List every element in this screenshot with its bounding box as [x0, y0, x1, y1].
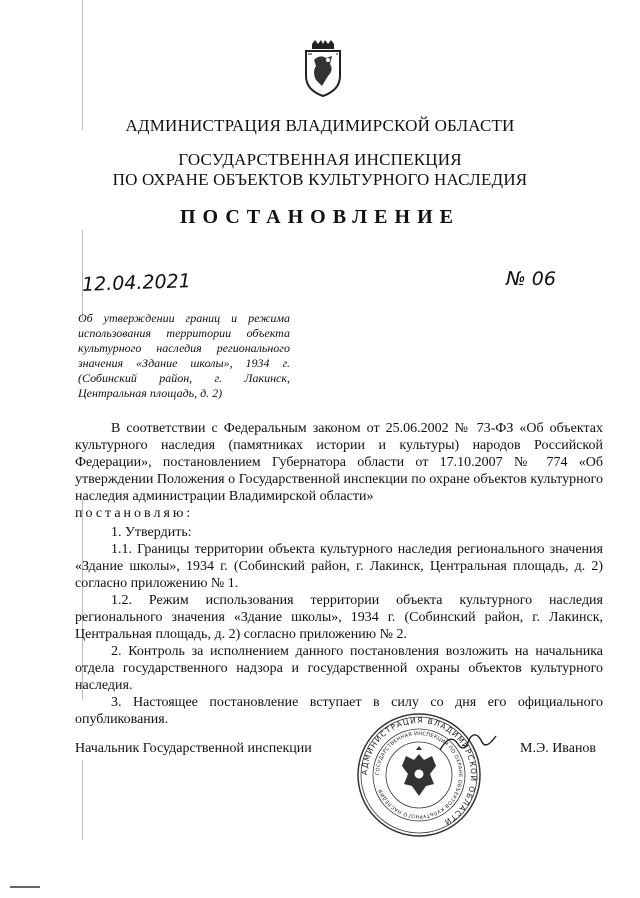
- preamble-paragraph: В соответствии с Федеральным законом от 25.06.2002 № 73-ФЗ «Об объектах культурного наследия (памятниках истории и культуры) народов Российской Федерации», постановлением Губернатора области от 17.10.2007 № 774 «Об утверждении Положения о Государственной инспекции по охране объектов культурного наследия администрации Владимирской области»: [75, 421, 603, 504]
- document-date: 12.04.2021: [81, 270, 192, 296]
- inspection-name-line1: ГОСУДАРСТВЕННАЯ ИНСПЕКЦИЯ: [178, 150, 462, 169]
- handwritten-signature: [436, 728, 500, 756]
- coat-of-arms-emblem: [302, 40, 344, 98]
- subject-line: значения «Здание школы», 1934 г.: [78, 356, 290, 370]
- organization-name: АДМИНИСТРАЦИЯ ВЛАДИМИРСКОЙ ОБЛАСТИ: [125, 116, 515, 135]
- subject-line: (Собинский район, г. Лакинск,: [78, 371, 290, 385]
- subject-line: Об утверждении границ и режима: [78, 311, 290, 325]
- item-1-1: 1.1. Границы территории объекта культурного наследия регионального значения «Здание школы», 1934 г. (Собинский район, г. Лакинск, Центральная площадь, д. 2) согласно приложению № 1.: [75, 542, 603, 591]
- item-3: 3. Настоящее постановление вступает в силу со дня его официального опубликования.: [75, 695, 603, 727]
- document-body: [75, 420, 603, 728]
- double-headed-eagle-icon: [402, 746, 436, 796]
- document-type-title: ПОСТАНОВЛЕНИЕ: [180, 206, 460, 228]
- subject-line: использования территории объекта: [78, 326, 290, 340]
- seal-outer-text: АДМИНИСТРАЦИЯ ВЛАДИМИРСКОЙ ОБЛАСТИ: [359, 715, 479, 828]
- document-subject: [78, 311, 290, 401]
- signatory-name: М.Э. Иванов: [520, 741, 597, 756]
- scan-margin-line: [82, 0, 83, 130]
- subject-line: Центральная площадь, д. 2): [78, 386, 223, 400]
- subject-line: культурного наследия регионального: [78, 341, 290, 355]
- document-number: № 06: [506, 268, 556, 290]
- item-1-2: 1.2. Режим использования территории объекта культурного наследия регионального значения «Здание школы», 1934 г. (Собинский район, г. Лакинск, Центральная площадь, д. 2) согласно приложению № 2.: [75, 593, 603, 642]
- item-2: 2. Контроль за исполнением данного постановления возложить на начальника отдела государственного надзора и государственной охраны объектов культурного наследия.: [75, 644, 603, 693]
- item-1: 1. Утвердить:: [111, 525, 192, 540]
- inspection-name-line2: ПО ОХРАНЕ ОБЪЕКТОВ КУЛЬТУРНОГО НАСЛЕДИЯ: [112, 170, 528, 189]
- signatory-position: Начальник Государственной инспекции: [75, 741, 312, 756]
- resolve-line: постановляю:: [75, 506, 194, 521]
- scan-margin-line: [82, 760, 83, 840]
- seal-inner-text: ГОСУДАРСТВЕННАЯ ИНСПЕКЦИЯ ПО ОХРАНЕ ОБЪЕКТОВ КУЛЬТУРНОГО НАСЛЕДИЯ: [374, 730, 464, 820]
- scan-corner-mark: [10, 886, 40, 888]
